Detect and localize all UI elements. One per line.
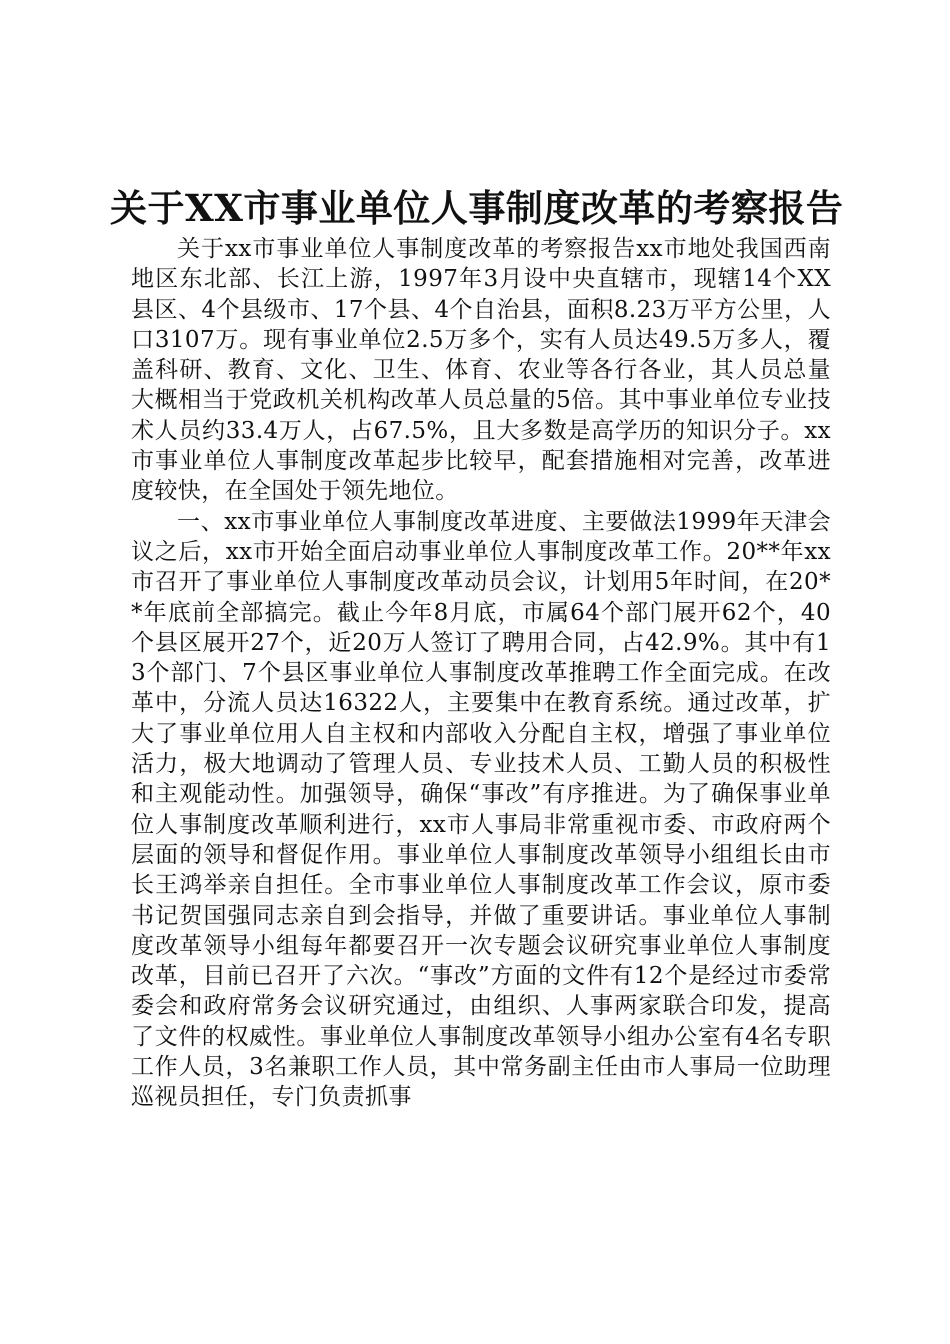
paragraph-intro: 关于xx市事业单位人事制度改革的考察报告xx市地处我国西南地区东北部、长江上游，1997年3月设中央直辖市，现辖14个XX县区、4个县级市、17个县、4个自治县，面积8.23万平方公里，人口3107万。现有事业单位2.5万多个，实有人员达49.5万多人，覆盖科研、教育、文化、卫生、体育、农业等各行各业，其人员总量大概相当于党政机关机构改革人员总量的5倍。其中事业单位专业技术人员约33.4万人，占67.5%，且大多数是高学历的知识分子。xx市事业单位人事制度改革起步比较早，配套措施相对完善，改革进度较快，在全国处于领先地位。 bbox=[131, 236, 831, 505]
document-body bbox=[131, 234, 831, 1113]
paragraph-section-one: 一、xx市事业单位人事制度改革进度、主要做法1999年天津会议之后，xx市开始全面启动事业单位人事制度改革工作。20**年xx市召开了事业单位人事制度改革动员会议，计划用5年时间，在20**年底前全部搞完。截止今年8月底，市属64个部门展开62个，40个县区展开27个，近20万人签订了聘用合同，占42.9%。其中有13个部门、7个县区事业单位人事制度改革推聘工作全面完成。在改革中，分流人员达16322人，主要集中在教育系统。通过改革，扩大了事业单位用人自主权和内部收入分配自主权，增强了事业单位活力，极大地调动了管理人员、专业技术人员、工勤人员的积极性和主观能动性。加强领导，确保“事改”有序推进。为了确保事业单位人事制度改革顺利进行，xx市人事局非常重视市委、市政府两个层面的领导和督促作用。事业单位人事制度改革领导小组组长由市长王鸿举亲自担任。全市事业单位人事制度改革工作会议，原市委书记贺国强同志亲自到会指导，并做了重要讲话。事业单位人事制度改革领导小组每年都要召开一次专题会议研究事业单位人事制度改革，目前已召开了六次。“事改”方面的文件有12个是经过市委常委会和政府常务会议研究通过，由组织、人事两家联合印发，提高了文件的权威性。事业单位人事制度改革领导小组办公室有4名专职工作人员，3名兼职工作人员，其中常务副主任由市人事局一位助理巡视员担任，专门负责抓事 bbox=[131, 508, 831, 1111]
document-title: 关于XX市事业单位人事制度改革的考察报告 bbox=[110, 186, 844, 230]
